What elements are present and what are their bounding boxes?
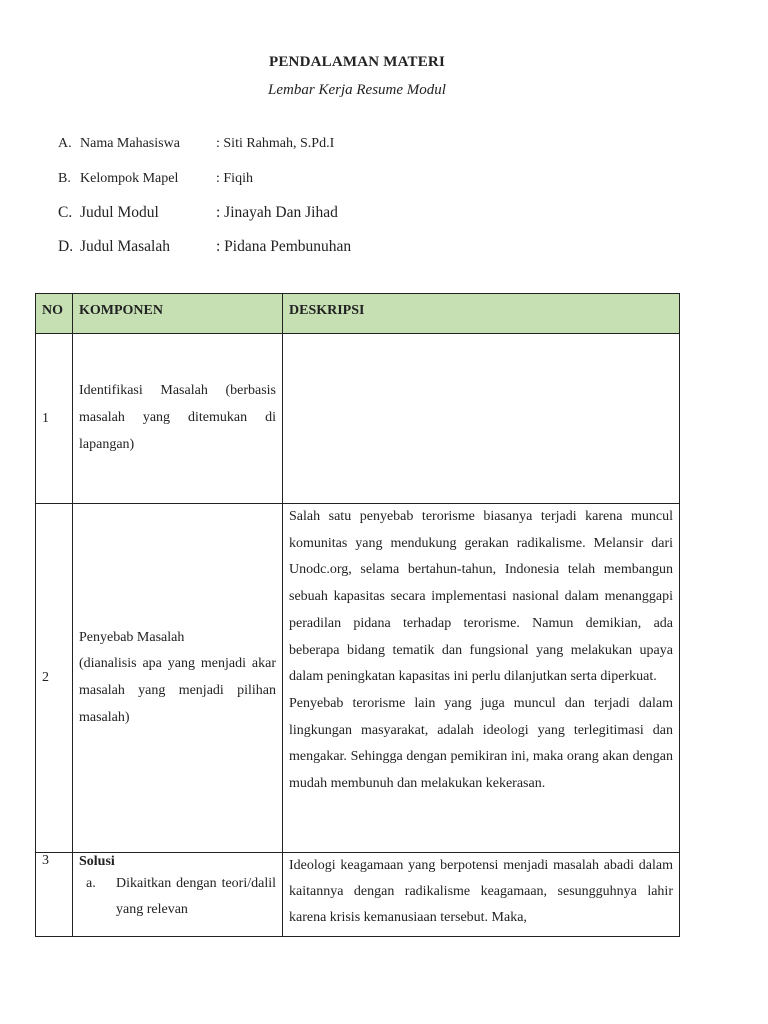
description-paragraph-1: Salah satu penyebab terorisme biasanya terjadi karena muncul komunitas yang mendukung gerakan radikalisme. Melansir dari Unodc.org, selama bertahun-tahun, Indonesia telah membangun sebuah kapasitas secara implementasi nasional dalam menanggapi peradilan pidana terhadap terorisme. Namun demikian, ada beberapa bidang tematik dan fungsional yang melakukan upaya dalam peningkatan kapasitas ini perlu dilanjutkan serta diperkuat. bbox=[289, 509, 673, 685]
row-description bbox=[283, 334, 680, 504]
info-marker: A. bbox=[58, 136, 72, 151]
info-value: : Pidana Pembunuhan bbox=[216, 238, 352, 255]
description-paragraph-2: Penyebab terorisme lain yang juga muncul dan terjadi dalam lingkungan masyarakat, adalah ideologi yang terlegitimasi dan mengakar. Sehingga dengan pemikiran ini, maka orang akan dengan mudah membunuh dan melakukan kekerasan. bbox=[289, 695, 673, 792]
component-title: Solusi bbox=[79, 854, 115, 869]
component-title: Penyebab Masalah bbox=[79, 629, 185, 645]
header-no: NO bbox=[36, 294, 73, 334]
row-component bbox=[73, 504, 283, 853]
row-component bbox=[73, 853, 283, 937]
info-marker: C. bbox=[58, 204, 73, 221]
row-component bbox=[73, 334, 283, 504]
info-marker: D. bbox=[58, 238, 74, 255]
header-description: DESKRIPSI bbox=[283, 294, 680, 334]
document-title: PENDALAMAN MATERI bbox=[268, 54, 446, 70]
row-number: 2 bbox=[36, 504, 73, 853]
info-row-module-title bbox=[58, 204, 338, 222]
table-row bbox=[36, 504, 680, 853]
list-item-text: Dikaitkan dengan teori/dalil yang relevan bbox=[116, 876, 276, 917]
list-marker: a. bbox=[86, 876, 96, 891]
info-label: Nama Mahasiswa bbox=[80, 136, 180, 151]
table-row bbox=[36, 334, 680, 504]
info-value: : Jinayah Dan Jihad bbox=[216, 204, 338, 221]
info-value: : Fiqih bbox=[216, 171, 253, 186]
component-text: Identifikasi Masalah (berbasis masalah yang ditemukan di lapangan) bbox=[79, 383, 276, 452]
info-value: : Siti Rahmah, S.Pd.I bbox=[216, 136, 335, 151]
header-component: KOMPONEN bbox=[73, 294, 283, 334]
info-row-student-name bbox=[58, 136, 334, 152]
row-description bbox=[283, 853, 680, 937]
description-paragraph: Ideologi keagamaan yang berpotensi menjadi masalah abadi dalam kaitannya dengan radikalisme keagamaan, sesungguhnya lahir karena krisis kemanusiaan tersebut. Maka, bbox=[289, 858, 673, 925]
info-marker: B. bbox=[58, 171, 71, 186]
table-row bbox=[36, 853, 680, 937]
worksheet-table bbox=[35, 293, 680, 937]
row-number: 1 bbox=[36, 334, 73, 504]
document-subtitle: Lembar Kerja Resume Modul bbox=[268, 82, 446, 98]
row-description bbox=[283, 504, 680, 853]
info-label: Judul Masalah bbox=[80, 238, 170, 255]
info-row-problem-title bbox=[58, 238, 351, 256]
table-header-row bbox=[36, 294, 680, 334]
row-number: 3 bbox=[36, 853, 73, 937]
component-list-item bbox=[79, 871, 276, 923]
info-label: Judul Modul bbox=[80, 204, 159, 221]
info-label: Kelompok Mapel bbox=[80, 171, 179, 186]
component-note: (dianalisis apa yang menjadi akar masalah yang menjadi pilihan masalah) bbox=[79, 656, 276, 725]
info-row-subject-group bbox=[58, 171, 253, 187]
